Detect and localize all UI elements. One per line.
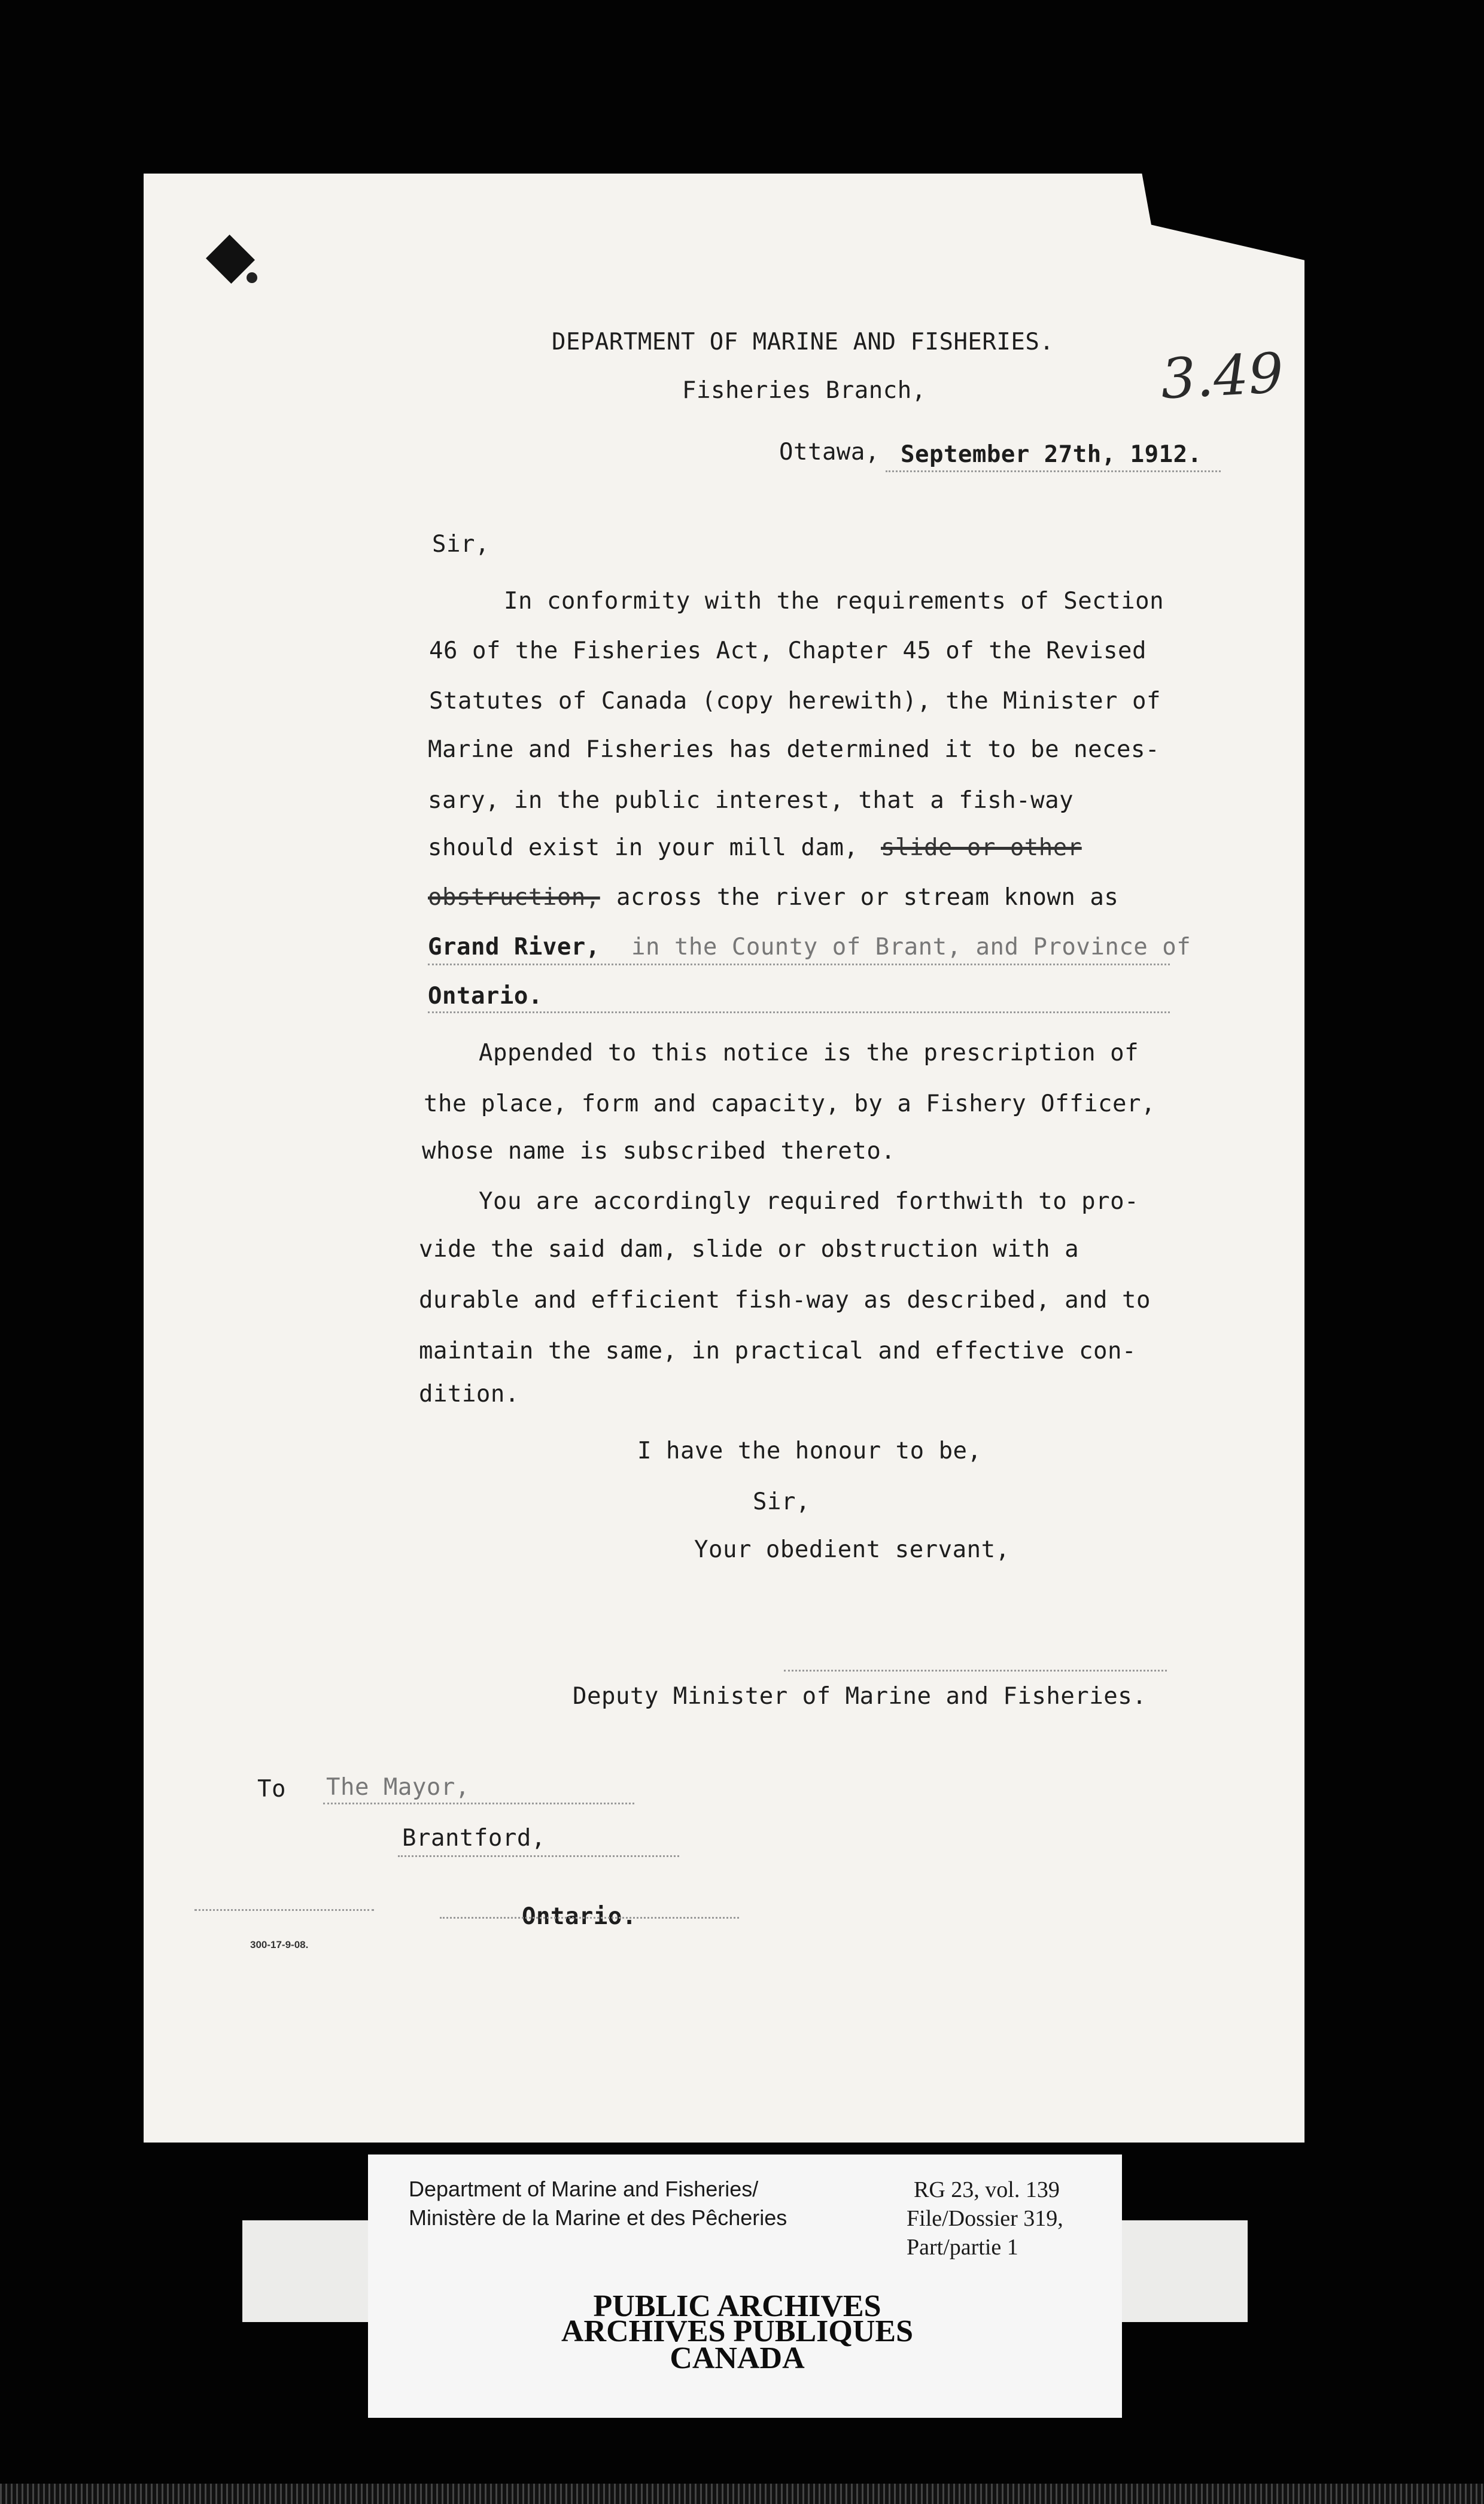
body-line-4: Marine and Fisheries has determined it to be neces-	[428, 736, 1160, 763]
province-left-rule	[194, 1909, 374, 1911]
branch-name: Fisheries Branch,	[682, 377, 926, 404]
addressee-name: The Mayor,	[326, 1774, 470, 1801]
paragraph3-line-4: maintain the same, in practical and effective con-	[419, 1338, 1136, 1365]
salutation: Sir,	[432, 531, 489, 558]
province-underline	[428, 1011, 1170, 1013]
label-ref-file: File/Dossier 319,	[907, 2206, 1063, 2231]
province-underline-2	[440, 1917, 739, 1919]
folio-number: 3.49	[1159, 341, 1285, 412]
struck-slide-or-other: slide or other	[881, 834, 1082, 861]
body-line-5: sary, in the public interest, that a fish-way	[428, 787, 1074, 814]
stamp-public-archives: PUBLIC ARCHIVES	[593, 2289, 881, 2323]
closing-line-1: I have the honour to be,	[637, 1438, 982, 1464]
label-ref-part: Part/partie 1	[907, 2235, 1018, 2260]
punch-hole-dot	[247, 272, 257, 283]
date-place: Ottawa,	[779, 439, 880, 466]
stamp-canada: CANADA	[670, 2341, 805, 2375]
province-name: Ontario.	[428, 983, 543, 1010]
paragraph3-line-3: durable and efficient fish-way as described, and to	[419, 1287, 1151, 1314]
film-edge-strip	[0, 2484, 1484, 2504]
paragraph3-line-2: vide the said dam, slide or obstruction with a	[419, 1236, 1079, 1263]
label-dept-fr: Ministère de la Marine et des Pêcheries	[409, 2205, 787, 2230]
body-line-6a: should exist in your mill dam,	[428, 834, 859, 861]
county-province-text: in the County of Brant, and Province of	[631, 934, 1191, 961]
closing-line-2: Sir,	[753, 1488, 810, 1515]
department-heading: DEPARTMENT OF MARINE AND FISHERIES.	[552, 329, 1054, 355]
addressee-province: Ontario.	[522, 1903, 637, 1930]
closing-line-3: Your obedient servant,	[694, 1536, 1010, 1563]
struck-obstruction: obstruction,	[428, 884, 600, 911]
paragraph3-line-1: You are accordingly required forthwith to pro-	[479, 1188, 1139, 1215]
body-line-3: Statutes of Canada (copy herewith), the Minister of	[429, 688, 1161, 715]
paragraph2-line-3: whose name is subscribed thereto.	[422, 1138, 896, 1165]
to-label: To	[257, 1776, 286, 1803]
date-underline	[886, 470, 1221, 472]
river-underline	[428, 964, 1170, 965]
date-value: September 27th, 1912.	[901, 441, 1202, 468]
paragraph3-line-5: dition.	[419, 1381, 519, 1408]
body-line-2: 46 of the Fisheries Act, Chapter 45 of the Revised	[429, 637, 1147, 664]
paragraph2-line-2: the place, form and capacity, by a Fishery Officer,	[424, 1090, 1155, 1117]
paragraph2-line-1: Appended to this notice is the prescription of	[479, 1040, 1139, 1066]
form-code: 300-17-9-08.	[250, 1939, 309, 1950]
stamp-archives-publiques: ARCHIVES PUBLIQUES	[561, 2314, 914, 2348]
signatory-title: Deputy Minister of Marine and Fisheries.	[573, 1683, 1147, 1710]
body-line-1: In conformity with the requirements of Section	[504, 588, 1164, 615]
city-underline	[398, 1855, 679, 1857]
river-name: Grand River,	[428, 934, 600, 961]
body-line-7b: across the river or stream known as	[616, 884, 1119, 911]
addressee-underline	[323, 1803, 634, 1804]
addressee-city: Brantford,	[402, 1825, 546, 1852]
label-ref-rg: RG 23, vol. 139	[914, 2177, 1060, 2202]
label-dept-en: Department of Marine and Fisheries/	[409, 2177, 759, 2201]
signature-line	[784, 1670, 1167, 1672]
